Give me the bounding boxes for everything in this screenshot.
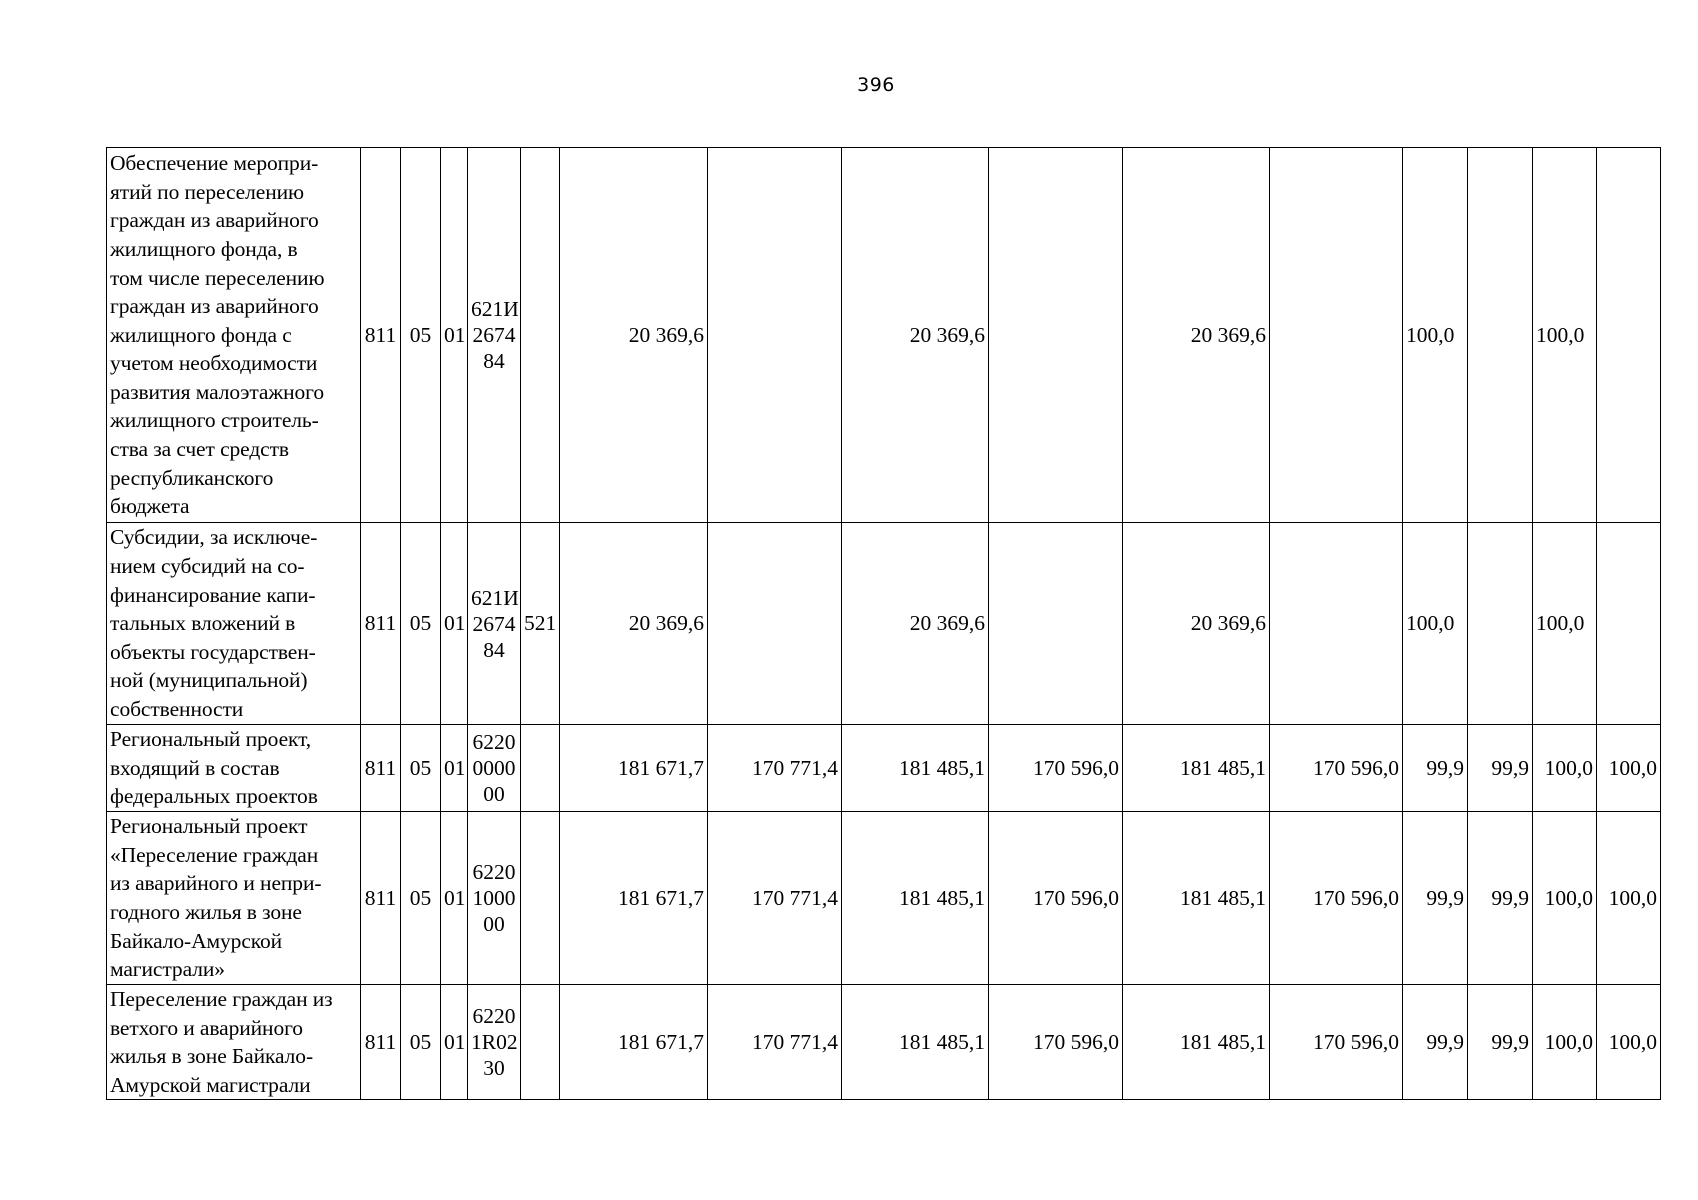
executed-federal: 170 596,0: [1270, 725, 1403, 812]
executed-federal: 170 596,0: [1270, 812, 1403, 985]
clarified-total: 181 485,1: [842, 725, 989, 812]
percent-clarified-federal: 100,0: [1597, 985, 1661, 1100]
executed-total: 181 485,1: [1123, 985, 1270, 1100]
approved-federal: 170 771,4: [708, 725, 842, 812]
expense-type-code: [521, 148, 560, 523]
clarified-total: 181 485,1: [842, 985, 989, 1100]
approved-federal: 170 771,4: [708, 812, 842, 985]
section-code: 05: [401, 812, 441, 985]
subsection-code: 01: [441, 812, 468, 985]
target-article-code: 6220 1000 00: [468, 812, 521, 985]
percent-clarified-total: 100,0: [1533, 812, 1597, 985]
grbs-code: 811: [361, 148, 401, 523]
table-row: [107, 725, 1661, 812]
target-article-code: 621И 2674 84: [468, 523, 521, 725]
approved-federal: [708, 523, 842, 725]
grbs-code: 811: [361, 985, 401, 1100]
percent-clarified-federal: [1597, 148, 1661, 523]
executed-total: 20 369,6: [1123, 523, 1270, 725]
row-name: Субсидии, за исключе- нием субсидий на со- финансирование капи- тальных вложений в объекты государствен- ной (муниципальной) собственности: [107, 523, 361, 725]
percent-approved-total: 100,0: [1403, 523, 1468, 725]
target-article-code: 6220 0000 00: [468, 725, 521, 812]
executed-total: 181 485,1: [1123, 812, 1270, 985]
percent-approved-total: 100,0: [1403, 148, 1468, 523]
subsection-code: 01: [441, 523, 468, 725]
executed-total: 20 369,6: [1123, 148, 1270, 523]
expense-type-code: [521, 725, 560, 812]
target-article-code: 621И 2674 84: [468, 148, 521, 523]
clarified-federal: 170 596,0: [989, 812, 1123, 985]
clarified-total: 20 369,6: [842, 523, 989, 725]
row-name: Региональный проект, входящий в состав федеральных проектов: [107, 725, 361, 812]
approved-federal: 170 771,4: [708, 985, 842, 1100]
percent-clarified-total: 100,0: [1533, 148, 1597, 523]
section-code: 05: [401, 725, 441, 812]
percent-approved-total: 99,9: [1403, 812, 1468, 985]
section-code: 05: [401, 523, 441, 725]
approved-federal: [708, 148, 842, 523]
target-article-code: 6220 1R02 30: [468, 985, 521, 1100]
clarified-total: 181 485,1: [842, 812, 989, 985]
grbs-code: 811: [361, 812, 401, 985]
table-row: [107, 985, 1661, 1100]
row-name: Региональный проект «Переселение граждан из аварийного и непри- годного жилья в зоне Байкало-Амурской магистрали»: [107, 812, 361, 985]
subsection-code: 01: [441, 148, 468, 523]
clarified-total: 20 369,6: [842, 148, 989, 523]
grbs-code: 811: [361, 725, 401, 812]
expense-type-code: [521, 985, 560, 1100]
expense-type-code: 521: [521, 523, 560, 725]
executed-federal: [1270, 148, 1403, 523]
table-row: [107, 523, 1661, 725]
approved-total: 20 369,6: [560, 523, 708, 725]
approved-total: 181 671,7: [560, 812, 708, 985]
executed-federal: 170 596,0: [1270, 985, 1403, 1100]
percent-clarified-federal: 100,0: [1597, 725, 1661, 812]
row-name: Обеспечение меропри- ятий по переселению граждан из аварийного жилищного фонда, в том числе переселению граждан из аварийного жилищного фонда с учетом необходимости развития малоэтажного жилищного строитель- ства за счет средств республиканского бюджета: [107, 148, 361, 523]
percent-approved-federal: 99,9: [1468, 725, 1533, 812]
section-code: 05: [401, 985, 441, 1100]
approved-total: 181 671,7: [560, 985, 708, 1100]
grbs-code: 811: [361, 523, 401, 725]
budget-table: [106, 147, 1661, 1100]
subsection-code: 01: [441, 985, 468, 1100]
percent-clarified-total: 100,0: [1533, 985, 1597, 1100]
clarified-federal: [989, 523, 1123, 725]
percent-clarified-total: 100,0: [1533, 725, 1597, 812]
percent-clarified-federal: [1597, 523, 1661, 725]
percent-approved-federal: [1468, 148, 1533, 523]
percent-approved-federal: 99,9: [1468, 812, 1533, 985]
percent-clarified-total: 100,0: [1533, 523, 1597, 725]
approved-total: 20 369,6: [560, 148, 708, 523]
clarified-federal: [989, 148, 1123, 523]
percent-approved-federal: 99,9: [1468, 985, 1533, 1100]
table-row: [107, 148, 1661, 523]
percent-approved-total: 99,9: [1403, 725, 1468, 812]
percent-clarified-federal: 100,0: [1597, 812, 1661, 985]
expense-type-code: [521, 812, 560, 985]
percent-approved-federal: [1468, 523, 1533, 725]
page-number: 396: [857, 74, 895, 96]
subsection-code: 01: [441, 725, 468, 812]
executed-federal: [1270, 523, 1403, 725]
executed-total: 181 485,1: [1123, 725, 1270, 812]
approved-total: 181 671,7: [560, 725, 708, 812]
clarified-federal: 170 596,0: [989, 985, 1123, 1100]
percent-approved-total: 99,9: [1403, 985, 1468, 1100]
section-code: 05: [401, 148, 441, 523]
row-name: Переселение граждан из ветхого и аварийного жилья в зоне Байкало- Амурской магистрали: [107, 985, 361, 1100]
clarified-federal: 170 596,0: [989, 725, 1123, 812]
table-row: [107, 812, 1661, 985]
